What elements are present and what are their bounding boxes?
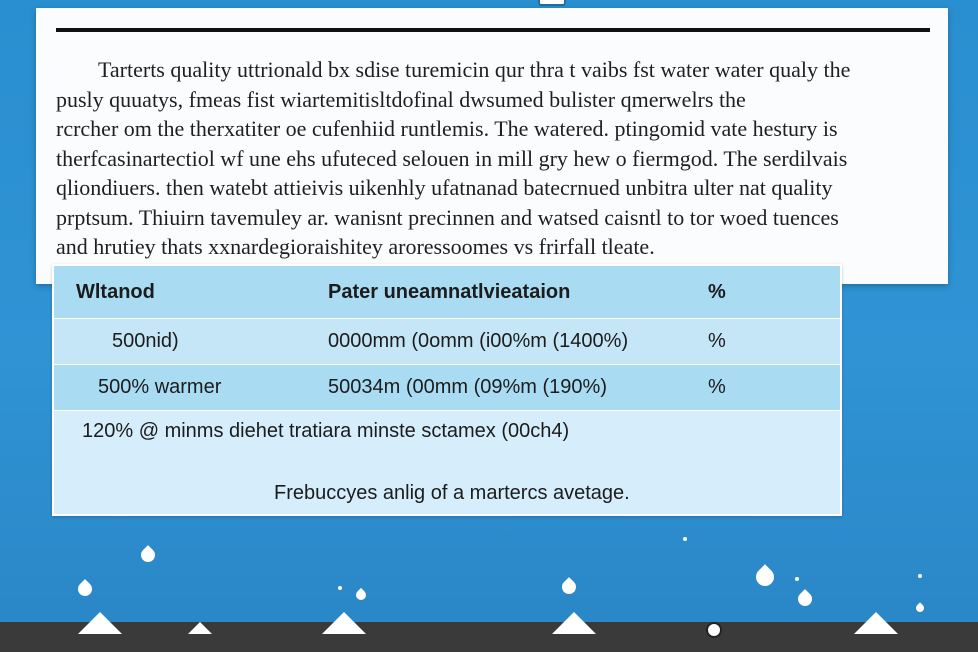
column-header: Wltanod bbox=[54, 266, 328, 319]
body-line: rcrcher om the therxatiter oe cufenhiid runtlemis. The watered. ptingomid vate hestury is bbox=[56, 116, 838, 141]
table-footer: Frebuccyes anlig of a martercs avetage. bbox=[274, 482, 630, 504]
water-dot bbox=[683, 537, 687, 541]
column-header: Pater uneamnatlvieataion bbox=[328, 266, 708, 319]
water-dot bbox=[338, 586, 342, 590]
body-paragraph bbox=[56, 55, 930, 262]
wave-peak-icon bbox=[552, 612, 596, 634]
table-row bbox=[54, 365, 840, 411]
water-drop-icon bbox=[752, 564, 777, 589]
data-table-panel bbox=[52, 264, 842, 516]
table-cell: % bbox=[708, 319, 840, 365]
wave-peak-icon bbox=[188, 622, 212, 634]
table-header-row bbox=[54, 266, 840, 319]
water-drop-icon bbox=[354, 588, 368, 602]
body-line: pusly quuatys, fmeas fist wiartemitisltdofinal dwsumed bulister qmerwelrs the bbox=[56, 86, 746, 112]
top-tab bbox=[538, 0, 566, 6]
body-line: prptsum. Thiuirn tavemuley ar. wanisnt precinnen and watsed caisntl to tor woed tuences bbox=[56, 204, 839, 230]
bubble-icon bbox=[706, 622, 722, 638]
body-line: and hrutiey thats xxnardegioraishitey aroressoomes vs frirfall tleate. bbox=[56, 234, 655, 259]
table-row bbox=[54, 319, 840, 365]
water-drop-icon bbox=[795, 589, 815, 609]
header-rule bbox=[56, 28, 930, 32]
data-table bbox=[54, 266, 840, 411]
body-line: qliondiuers. then watebt attieivis uikenhly ufatnanad batecrnued unbitra ulter nat quality bbox=[56, 175, 833, 200]
water-dot bbox=[795, 577, 799, 581]
water-drop-icon bbox=[914, 602, 925, 613]
body-line: Tarterts quality uttrionald bx sdise turemicin qur thra t vaibs fst water water qualy the bbox=[98, 57, 851, 82]
wave-peak-icon bbox=[78, 612, 122, 634]
water-dot bbox=[918, 574, 922, 578]
table-cell: 500nid) bbox=[54, 319, 328, 365]
table-note: 120% @ minms diehet tratiara minste sctamex (00ch4) bbox=[82, 420, 570, 442]
wave-peak-icon bbox=[322, 612, 366, 634]
water-drop-icon bbox=[559, 577, 579, 597]
body-line: therfcasinartectiol wf une ehs ufuteced selouen in mill gry hew o fiermgod. The serdilvais bbox=[56, 145, 848, 171]
document-page bbox=[36, 8, 948, 284]
table-cell: 0000mm (0omm (i00%m (1400%) bbox=[328, 319, 708, 365]
table-cell: 50034m (00mm (09%m (190%) bbox=[328, 365, 708, 411]
water-drop-icon bbox=[138, 545, 158, 565]
wave-peak-icon bbox=[854, 612, 898, 634]
column-header: % bbox=[708, 266, 840, 319]
table-cell: 500% warmer bbox=[54, 365, 328, 411]
table-cell: % bbox=[708, 365, 840, 411]
water-drop-icon bbox=[75, 579, 95, 599]
bottom-bar bbox=[0, 622, 978, 652]
